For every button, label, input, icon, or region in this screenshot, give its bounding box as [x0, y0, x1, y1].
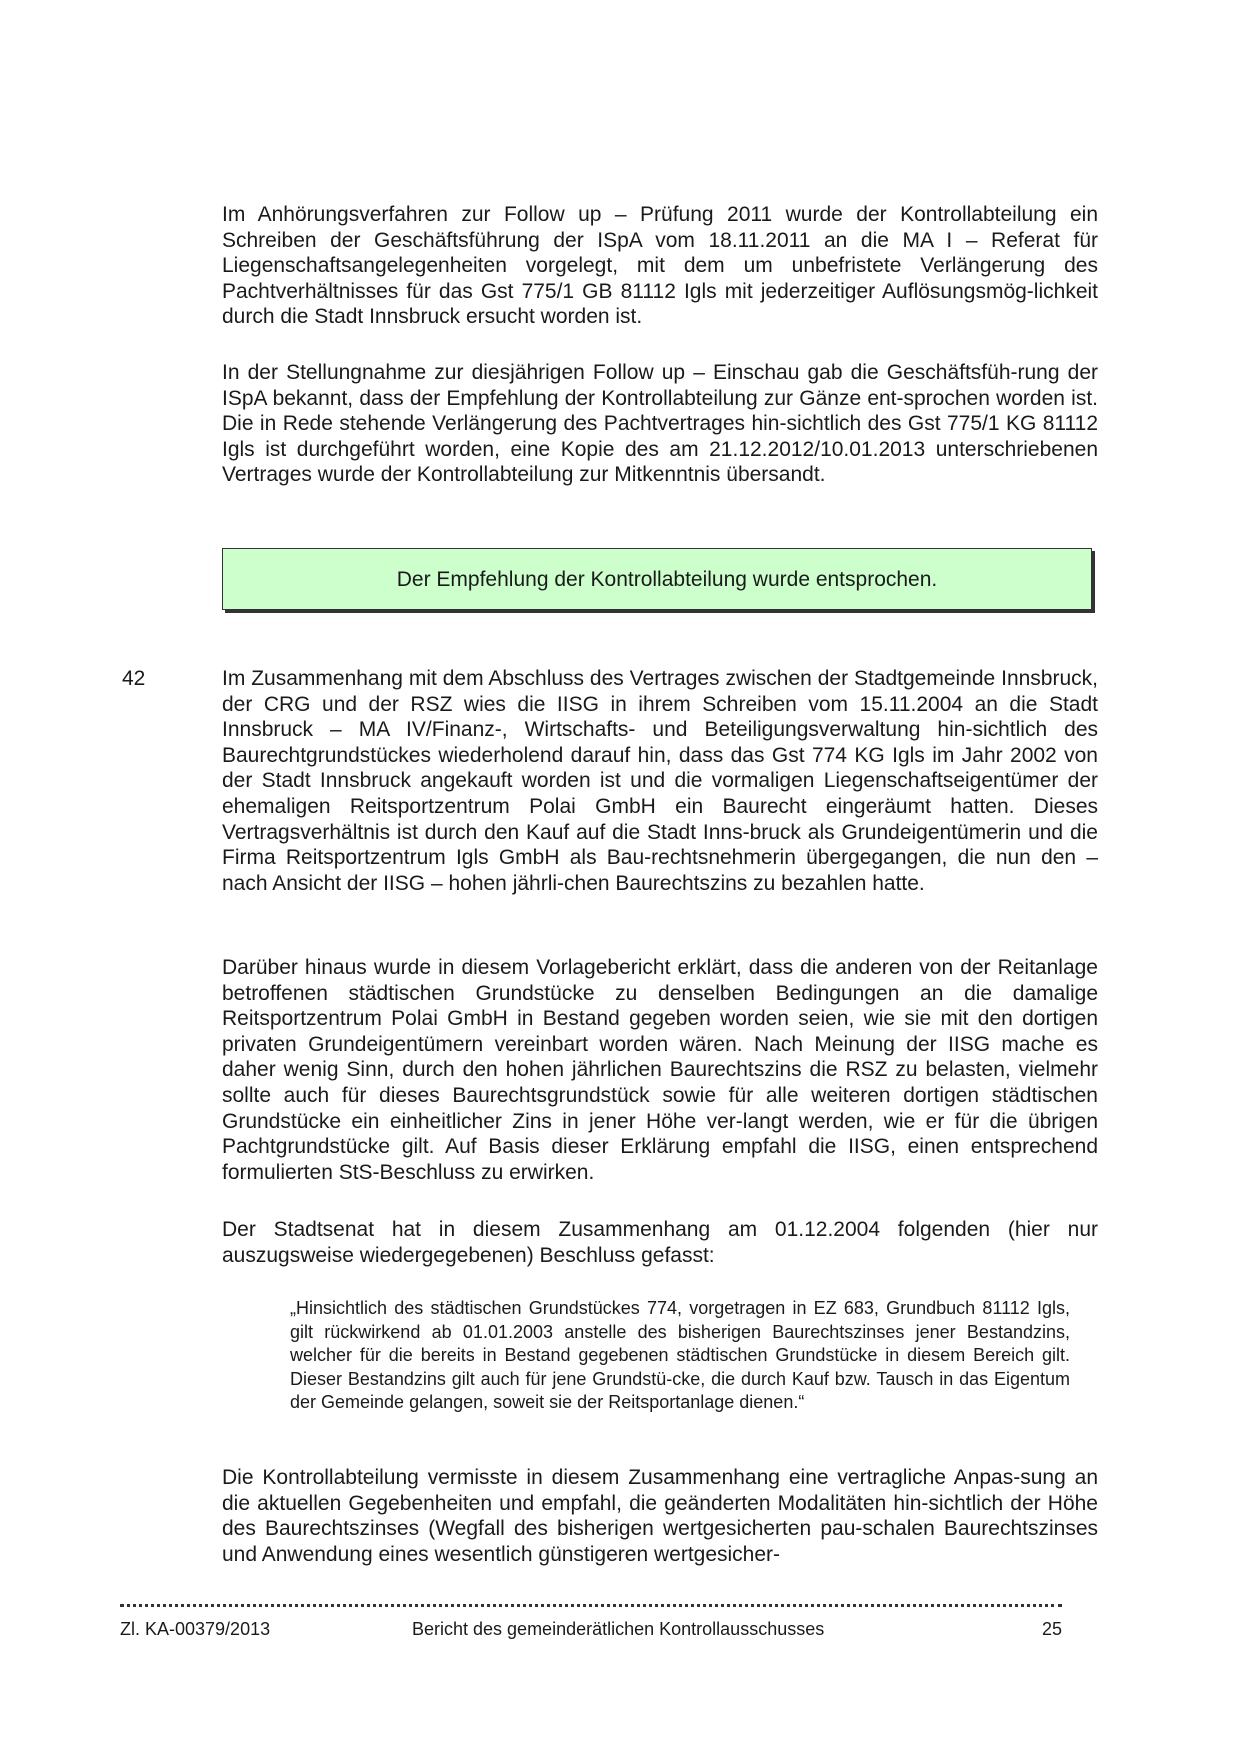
recommendation-text: Der Empfehlung der Kontrollabteilung wurde entsprochen. [396, 567, 938, 591]
page-footer [120, 1617, 1062, 1641]
section-number: 42 [122, 667, 146, 690]
paragraph-follow-up-hearing: Im Anhörungsverfahren zur Follow up – Prüfung 2011 wurde der Kontrollabteilung ein Schreiben der Geschäftsführung der ISpA vom 18.11.2011 an die MA I – Referat für Liegenschaftsangelegenheiten vorgelegt, mit dem um unbefristete Verlängerung des Pachtverhältnisses für das Gst 775/1 GB 81112 Igls mit jederzeitiger Auflösungsmög-lichkeit durch die Stadt Innsbruck ersucht worden ist. [222, 203, 1098, 329]
paragraph-senate-decision: Der Stadtsenat hat in diesem Zusammenhang am 01.12.2004 folgenden (hier nur auszugsweise wiedergegebenen) Beschluss gefasst: [222, 1218, 1098, 1267]
paragraph-report-explanation: Darüber hinaus wurde in diesem Vorlagebericht erklärt, dass die anderen von der Reitanlage betroffenen städtischen Grundstücke zu denselben Bedingungen an die damalige Reitsportzentrum Polai GmbH in Bestand gegeben worden seien, wie sie mit den dortigen privaten Grundeigentümern vereinbart worden wären. Nach Meinung der IISG mache es daher wenig Sinn, durch den hohen jährlichen Baurechtszins die RSZ zu belasten, vielmehr sollte auch für dieses Baurechtsgrundstück sowie für alle weiteren dortigen städtischen Grundstücke ein einheitlicher Zins in jener Höhe ver-langt werden, wie er für die übrigen Pachtgrundstücke gilt. Auf Basis dieser Erklärung empfahl die IISG, einen entsprechend formulierten StS-Beschluss zu erwirken. [222, 956, 1098, 1184]
recommendation-box [222, 548, 1092, 610]
footer-divider [120, 1604, 1062, 1607]
paragraph-statement: In der Stellungnahme zur diesjährigen Follow up – Einschau gab die Geschäftsfüh-rung der ISpA bekannt, dass der Empfehlung der Kontrollabteilung zur Gänze ent-sprochen worden ist. Die in Rede stehende Verlängerung des Pachtvertrages hin-sichtlich des Gst 775/1 KG 81112 Igls ist durchgeführt worden, eine Kopie des am 21.12.2012/10.01.2013 unterschriebenen Vertrages wurde der Kontrollabteilung zur Mitkenntnis übersandt. [222, 361, 1098, 487]
paragraph-control-findings: Die Kontrollabteilung vermisste in diesem Zusammenhang eine vertragliche Anpas-sung an die aktuellen Gegebenheiten und empfahl, die geänderten Modalitäten hin-sichtlich der Höhe des Baurechtszinses (Wegfall des bisherigen wertgesicherten pau-schalen Baurechtszinses und Anwendung eines wesentlich günstigeren wertgesicher- [222, 1466, 1098, 1566]
page-number: 25 [1041, 1619, 1062, 1639]
decision-quote: „Hinsichtlich des städtischen Grundstückes 774, vorgetragen in EZ 683, Grundbuch 81112 Igls, gilt rückwirkend ab 01.01.2003 anstelle des bisherigen Baurechtszinses jener Bestandzins, welcher für die bereits in Bestand gegebenen städtischen Grundstücke in diesem Bereich gilt. Dieser Bestandzins gilt auch für jene Grundstü-cke, die durch Kauf bzw. Tausch in das Eigentum der Gemeinde gelangen, soweit sie der Reitsportanlage dienen.“ [290, 1298, 1070, 1412]
footer-title: Bericht des gemeinderätlichen Kontrollausschusses [412, 1619, 825, 1639]
footer-reference: Zl. KA-00379/2013 [120, 1619, 271, 1639]
paragraph-contract-context: Im Zusammenhang mit dem Abschluss des Vertrages zwischen der Stadtgemeinde Innsbruck, der CRG und der RSZ wies die IISG in ihrem Schreiben vom 15.11.2004 an die Stadt Innsbruck – MA IV/Finanz-, Wirtschafts- und Beteiligungsverwaltung hin-sichtlich des Baurechtgrundstückes wiederholend darauf hin, dass das Gst 774 KG Igls im Jahr 2002 von der Stadt Innsbruck angekauft worden ist und die vormaligen Liegenschaftseigentümer der ehemaligen Reitsportzentrum Polai GmbH ein Baurecht eingeräumt hatten. Dieses Vertragsverhältnis ist durch den Kauf auf die Stadt Inns-bruck als Grundeigentümerin und die Firma Reitsportzentrum Igls GmbH als Bau-rechtsnehmerin übergegangen, die nun den – nach Ansicht der IISG – hohen jährli-chen Baurechtszins zu bezahlen hatte. [222, 667, 1098, 895]
